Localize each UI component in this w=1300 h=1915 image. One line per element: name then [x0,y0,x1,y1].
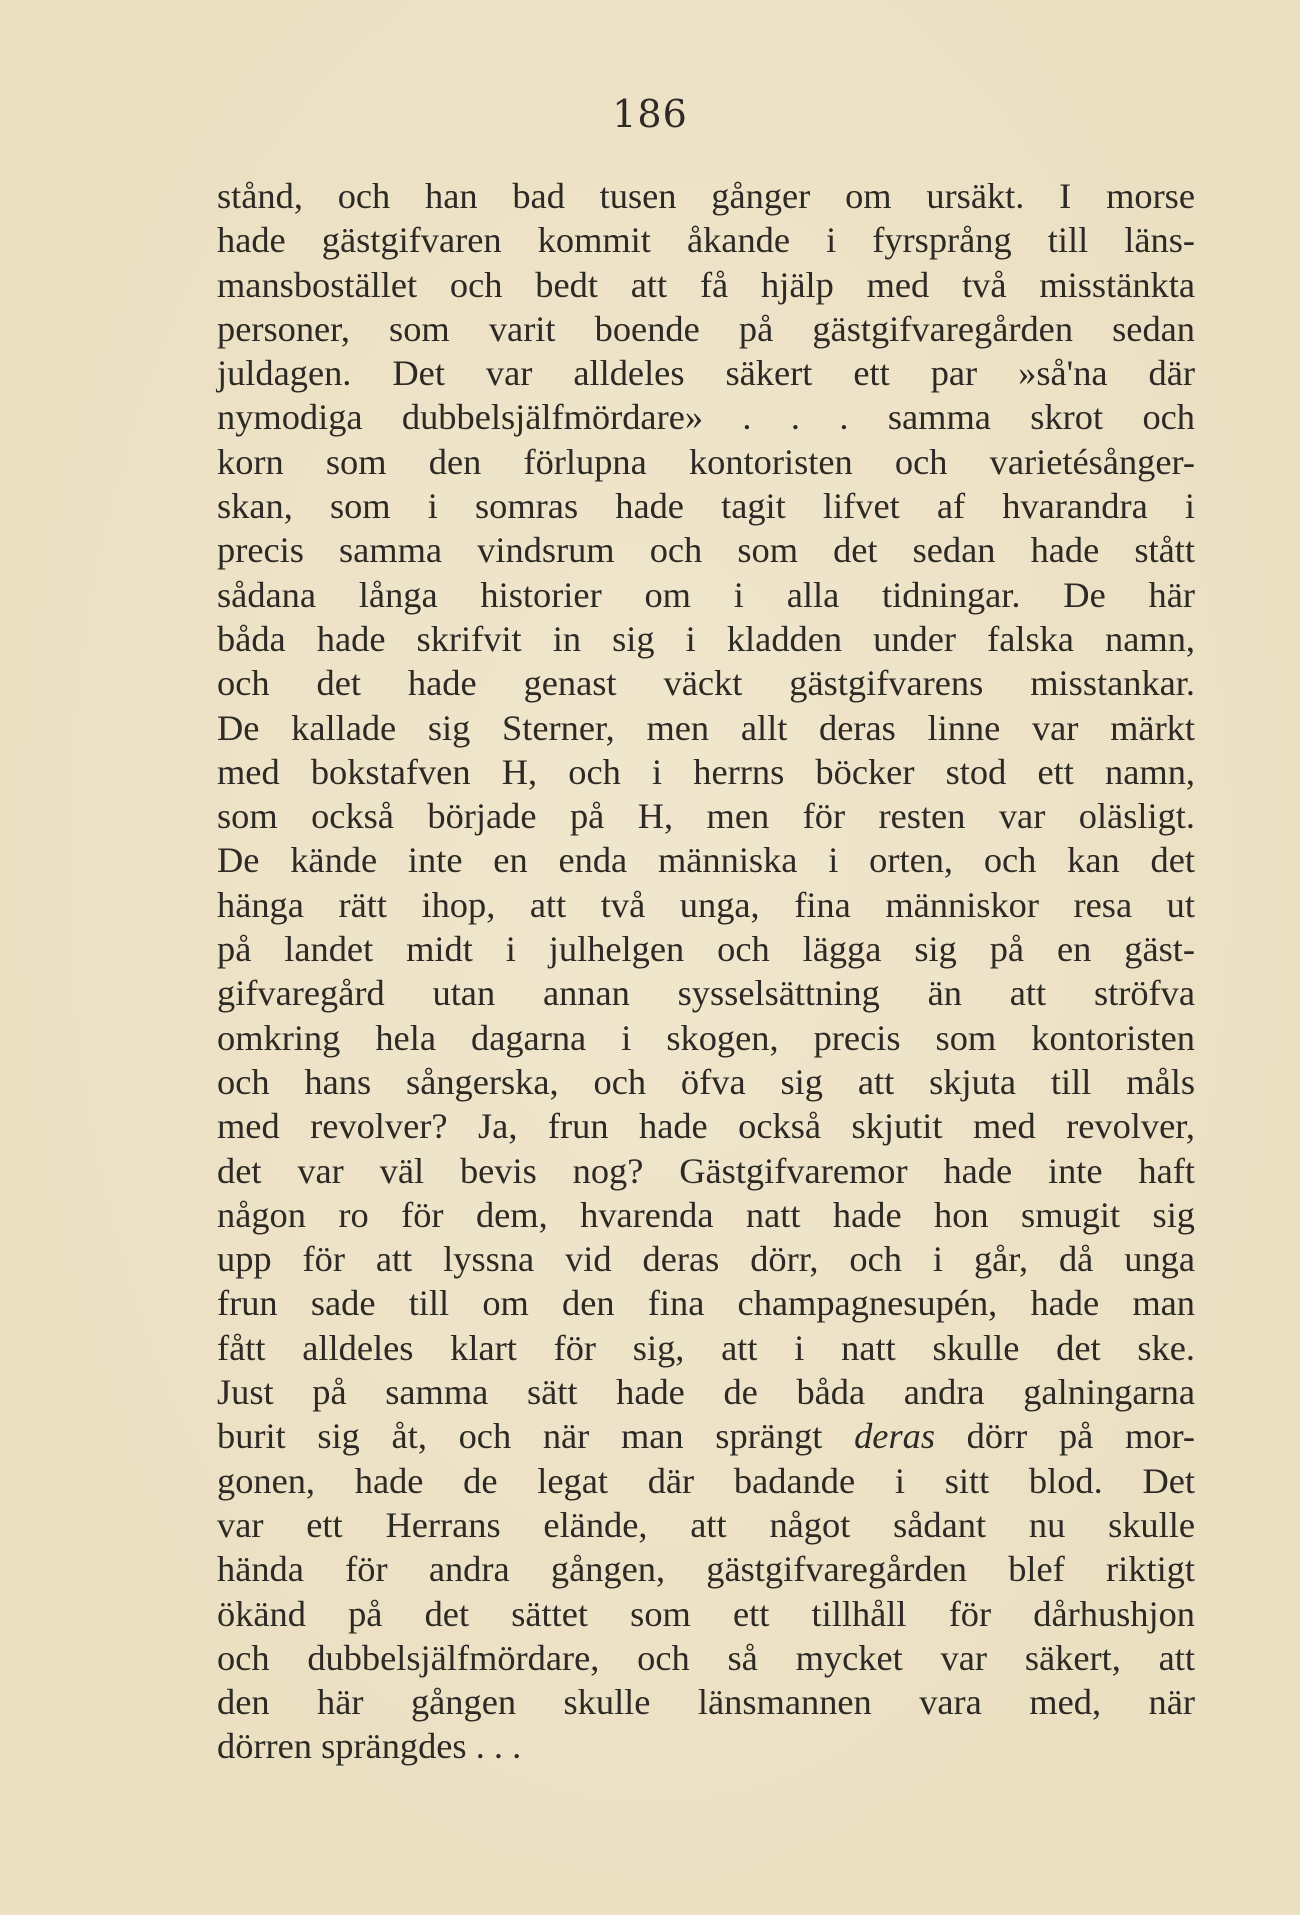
text-line: med revolver? Ja, frun hade också skjutit med revolver, [217,1106,1195,1147]
text-line: ökänd på det sättet som ett tillhåll för dårhushjon [217,1593,1195,1634]
text-line: omkring hela dagarna i skogen, precis som kontoristen [217,1017,1195,1058]
text-line: upp för att lyssna vid deras dörr, och i går, då unga [217,1239,1195,1280]
text-line: precis samma vindsrum och som det sedan hade stått [217,530,1195,571]
text-line: på landet midt i julhelgen och lägga sig på en gäst- [217,929,1195,970]
italic-word: deras [854,1416,935,1457]
text-line: den här gången skulle länsmannen vara med, när [217,1682,1195,1723]
text-line: mansbostället och bedt att få hjälp med två misstänkta [217,264,1195,305]
text-line: med bokstafven H, och i herrns böcker stod ett namn, [217,751,1195,792]
text-line: och dubbelsjälfmördare, och så mycket var säkert, att [217,1637,1195,1678]
text-line: skan, som i somras hade tagit lifvet af hvarandra i [217,486,1195,527]
text-line: det var väl bevis nog? Gästgifvaremor hade inte haft [217,1150,1195,1191]
text-line: stånd, och han bad tusen gånger om ursäkt. I morse [217,176,1195,216]
text-line: frun sade till om den fina champagnesupén, hade man [217,1283,1195,1324]
text-line: fått alldeles klart för sig, att i natt skulle det ske. [217,1327,1195,1368]
text-segment: burit sig åt, och när man sprängt [217,1416,855,1457]
text-line-with-italic [217,1414,1195,1458]
text-line: och hans sångerska, och öfva sig att skjuta till måls [217,1061,1195,1102]
text-line: hade gästgifvaren kommit åkande i fyrsprång till läns- [217,220,1195,261]
text-line: korn som den förlupna kontoristen och varietésånger- [217,441,1195,482]
text-line: och det hade genast väckt gästgifvarens misstankar. [217,663,1195,704]
text-line: Just på samma sätt hade de båda andra galningarna [217,1372,1195,1413]
text-line: någon ro för dem, hvarenda natt hade hon smugit sig [217,1194,1195,1235]
page-number: 186 [612,92,688,136]
text-line: var ett Herrans elände, att något sådant nu skulle [217,1504,1195,1545]
text-line: hänga rätt ihop, att två unga, fina människor resa ut [217,884,1195,925]
text-line: personer, som varit boende på gästgifvaregården sedan [217,308,1195,349]
text-line: gifvaregård utan annan sysselsättning än att ströfva [217,973,1195,1014]
text-segment: dörr på mor- [934,1416,1196,1457]
text-line: dörren sprängdes . . . [217,1726,522,1767]
text-line: hända för andra gången, gästgifvaregården blef riktigt [217,1549,1195,1590]
text-line: sådana långa historier om i alla tidningar. De här [217,574,1195,615]
text-line: gonen, hade de legat där badande i sitt blod. Det [217,1460,1195,1501]
text-line: nymodiga dubbelsjälfmördare» . . . samma skrot och [217,397,1195,438]
text-line: De kände inte en enda människa i orten, och kan det [217,840,1195,881]
text-line: båda hade skrifvit in sig i kladden under falska namn, [217,618,1195,659]
text-line: som också började på H, men för resten var oläsligt. [217,796,1195,837]
text-line: juldagen. Det var alldeles säkert ett par »så'na där [217,353,1195,394]
body-text [217,174,1195,1769]
text-line: De kallade sig Sterner, men allt deras linne var märkt [217,707,1195,748]
